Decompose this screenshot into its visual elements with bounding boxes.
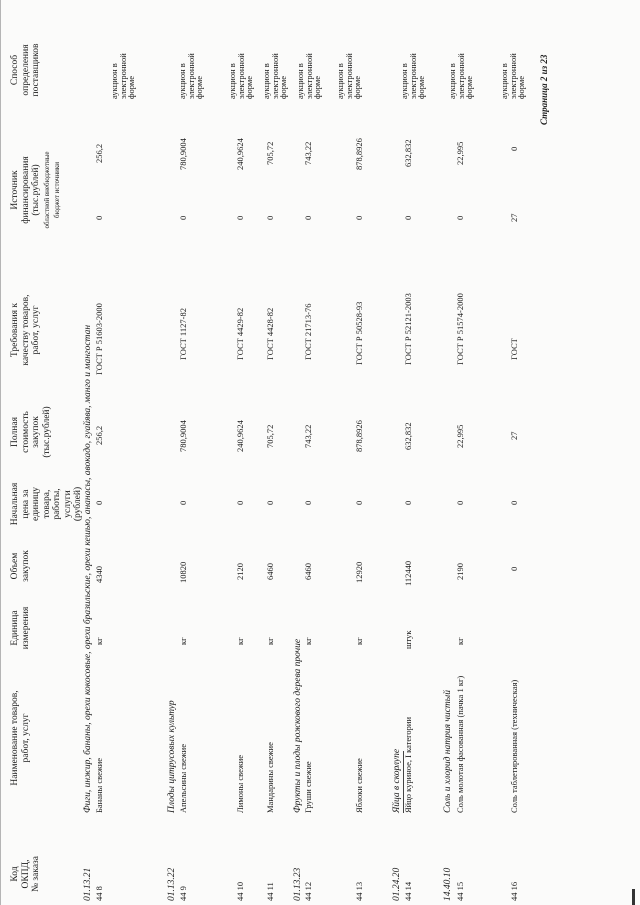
row-req: ГОСТ (509, 338, 519, 360)
row-total: 27 (509, 431, 519, 440)
row-method (262, 53, 288, 99)
row-unit: кг (178, 637, 188, 645)
row-qty: 10820 (178, 561, 188, 583)
header-unit-line: Единица (10, 610, 20, 646)
header-price-line: работы, (52, 488, 62, 520)
row-price: 0 (178, 500, 188, 505)
header-method-line: Способ (10, 54, 20, 86)
header-req-line: качеству товаров, (20, 294, 31, 366)
row-total: 743,22 (303, 424, 313, 448)
row-method (296, 53, 322, 99)
header-price-line: услуги (62, 490, 73, 518)
row-unit: штук (403, 630, 413, 649)
header-total-line: закупок (31, 416, 41, 448)
header-req (10, 275, 42, 385)
row-method-line: электронной (455, 53, 466, 99)
row-method-line: электронной (407, 53, 418, 99)
row-req: ГОСТ 4429-82 (235, 307, 245, 360)
row-price: 0 (354, 500, 364, 505)
row-method (178, 53, 204, 99)
row-fin-regional: 0 (455, 215, 465, 220)
row-req: ГОСТ Р 51603-2000 (94, 303, 104, 375)
page-number: Страница 2 из 23 (539, 54, 549, 125)
row-method-line: электронной (507, 53, 518, 99)
row-fin-external: 705,72 (265, 141, 275, 165)
header-fin (10, 130, 63, 250)
row-method-line: форме (194, 75, 204, 99)
row-price: 0 (403, 500, 413, 505)
row-fin-regional: 27 (509, 213, 519, 222)
header-fin-line: финансирования (20, 156, 31, 224)
row-method (400, 53, 426, 99)
row-fin-external: 780,9004 (178, 138, 188, 170)
row-method-line: электронной (269, 53, 280, 99)
row-method-line: электронной (343, 53, 354, 99)
row-code: 44 9 (178, 886, 188, 901)
header-total (10, 397, 52, 467)
row-method (228, 53, 254, 99)
header-method-line: поставщиков (31, 43, 41, 97)
category-code: 01.24.20 (392, 867, 402, 901)
row-req: ГОСТ Р 51574-2000 (455, 293, 465, 365)
row-name: Лимоны свежие (235, 754, 245, 813)
row-qty: 0 (509, 566, 519, 571)
row-fin-regional: 0 (94, 215, 104, 220)
row-method-line: электронной (235, 53, 246, 99)
header-total-line: Полная (10, 417, 20, 447)
header-name-line: работ, услуг (20, 713, 31, 763)
row-fin-regional: 0 (235, 215, 245, 220)
header-fin-sub: бюджет источники (53, 162, 61, 218)
row-price: 0 (509, 500, 519, 505)
row-method-line: форме (352, 75, 362, 99)
row-method-line: форме (464, 75, 474, 99)
row-code: 44 15 (455, 881, 465, 901)
row-method (448, 53, 474, 99)
row-method-line: форме (278, 75, 288, 99)
row-fin-external: 743,22 (303, 141, 313, 165)
row-fin-regional: 0 (265, 215, 275, 220)
header-req-line: Требования к (10, 302, 20, 358)
row-fin-regional: 0 (403, 215, 413, 220)
category-title: Фрукты и плоды рожкового дерева прочие (293, 638, 303, 813)
row-fin-regional: 0 (354, 215, 364, 220)
row-req: ГОСТ 4428-82 (265, 307, 275, 360)
row-method-line: аукцион в (447, 63, 457, 99)
row-code: 44 8 (94, 886, 104, 901)
row-total: 705,72 (265, 424, 275, 448)
row-qty: 2120 (235, 563, 245, 580)
header-method (10, 25, 42, 115)
row-name: Бананы свежие (94, 757, 104, 813)
header-code (10, 847, 42, 901)
row-unit: кг (354, 637, 364, 645)
row-fin-external: 240,9624 (235, 138, 245, 170)
row-price: 0 (94, 500, 104, 505)
header-total-line: (тыс.рублей) (41, 406, 52, 458)
header-price (10, 475, 84, 533)
row-fin-external: 878,8926 (354, 138, 364, 170)
row-method-line: аукцион в (261, 63, 271, 99)
row-qty: 2190 (455, 563, 465, 580)
header-unit (10, 601, 31, 655)
row-req: ГОСТ 1127-82 (178, 308, 188, 360)
row-name: Яблоки свежие (354, 758, 364, 813)
header-price-line: Начальная (10, 482, 20, 526)
header-price-line: цена за (20, 489, 31, 519)
row-total: 256,2 (94, 425, 104, 445)
row-method-line: аукцион в (177, 63, 187, 99)
row-fin-external: 0 (509, 146, 519, 151)
row-method (110, 53, 136, 99)
row-total: 22,995 (455, 424, 465, 448)
row-method-line: форме (244, 75, 254, 99)
header-code-line: № заказа (31, 855, 41, 893)
header-req-line: работ, услуг (31, 305, 41, 355)
row-qty: 12920 (354, 561, 364, 583)
row-method-line: форме (516, 75, 526, 99)
row-code: 44 13 (354, 881, 364, 901)
row-fin-regional: 0 (303, 215, 313, 220)
row-method-line: аукцион в (227, 63, 237, 99)
header-name (10, 663, 31, 813)
header-qty-line: закупок (20, 550, 31, 582)
header-total-line: стоимость (20, 411, 31, 453)
row-fin-regional: 0 (178, 215, 188, 220)
row-name: Соль молотая фасованная (пачка 1 кг) (455, 675, 465, 813)
scan-edge-mark (632, 889, 635, 905)
row-price: 0 (455, 500, 465, 505)
row-method-line: форме (312, 75, 322, 99)
category-code: 01.13.22 (167, 867, 177, 901)
header-price-line: единицу (31, 487, 41, 522)
header-unit-line: измерения (20, 606, 31, 650)
row-fin-external: 22,995 (455, 141, 465, 165)
row-total: 780,9004 (178, 420, 188, 452)
row-name: Яйцо куриное, I категории (403, 717, 413, 813)
header-code-line: ОКПД, (20, 859, 31, 889)
row-method-line: электронной (303, 53, 314, 99)
row-qty: 112440 (403, 560, 413, 586)
row-method-line: форме (126, 75, 136, 99)
category-code: 01.13.21 (83, 867, 93, 901)
row-fin-external: 256,2 (94, 143, 104, 163)
row-price: 0 (265, 500, 275, 505)
row-req: ГОСТ Р 52121-2003 (403, 293, 413, 365)
row-unit: кг (235, 637, 245, 645)
category-title: Яйца в скорлупе (392, 748, 402, 813)
category-title: Соль и хлорид натрия чистый (443, 690, 453, 813)
row-method-line: аукцион в (335, 63, 345, 99)
row-code: 44 11 (265, 882, 275, 901)
row-qty: 4340 (94, 566, 104, 583)
row-code: 44 16 (509, 881, 519, 901)
row-req: ГОСТ Р 50528-93 (354, 301, 364, 365)
row-total: 632,832 (403, 422, 413, 450)
header-qty-line: Объем (10, 552, 20, 580)
row-method-line: аукцион в (399, 63, 409, 99)
category-code: 01.13.23 (293, 867, 303, 901)
header-price-line: товара, (41, 489, 52, 519)
header-code-line: Код (10, 866, 20, 882)
row-qty: 6460 (265, 563, 275, 580)
row-fin-external: 632,832 (403, 139, 413, 167)
header-qty (10, 541, 31, 591)
row-code: 44 12 (303, 881, 313, 901)
category-title: Плоды цитрусовых культур (167, 700, 177, 813)
row-method-line: аукцион в (499, 63, 509, 99)
header-price-line: (рублей) (73, 486, 83, 522)
row-method-line: форме (416, 75, 426, 99)
row-price: 0 (303, 500, 313, 505)
row-name: Мандарины свежие (265, 742, 275, 813)
row-total: 240,9624 (235, 420, 245, 452)
row-unit: кг (265, 637, 275, 645)
row-method-line: электронной (117, 53, 128, 99)
row-qty: 6460 (303, 563, 313, 580)
row-unit: кг (94, 637, 104, 645)
header-name-line: Наименование товаров, (10, 690, 20, 786)
row-code: 44 14 (403, 881, 413, 901)
row-code: 44 10 (235, 881, 245, 901)
category-code: 14.40.10 (443, 867, 453, 901)
row-method-line: электронной (185, 53, 196, 99)
header-fin-line: Источник (10, 170, 20, 210)
row-method-line: аукцион в (295, 63, 305, 99)
row-req: ГОСТ 21713-76 (303, 303, 313, 360)
row-name: Соль таблетированная (техническая) (509, 679, 519, 813)
row-unit: кг (455, 637, 465, 645)
row-method (336, 53, 362, 99)
header-method-line: определения (20, 44, 31, 96)
row-method-line: аукцион в (109, 63, 119, 99)
row-price: 0 (235, 500, 245, 505)
row-name: Апельсины свежие (178, 744, 188, 813)
header-fin-sub: областной внебюджетные (42, 151, 51, 229)
scan-edge-mark (0, 0, 1, 905)
row-unit: кг (303, 637, 313, 645)
row-total: 878,8926 (354, 420, 364, 452)
row-name: Груши свежие (303, 761, 313, 813)
row-method (500, 53, 526, 99)
category-title: Фиги, инжир, бананы, орехи кокосовые, орехи бразильские, орехи кешью, ананасы, авокадо, гуайява, манго и мангостан (83, 324, 93, 813)
header-fin-line: (тыс.рублей) (31, 164, 41, 216)
